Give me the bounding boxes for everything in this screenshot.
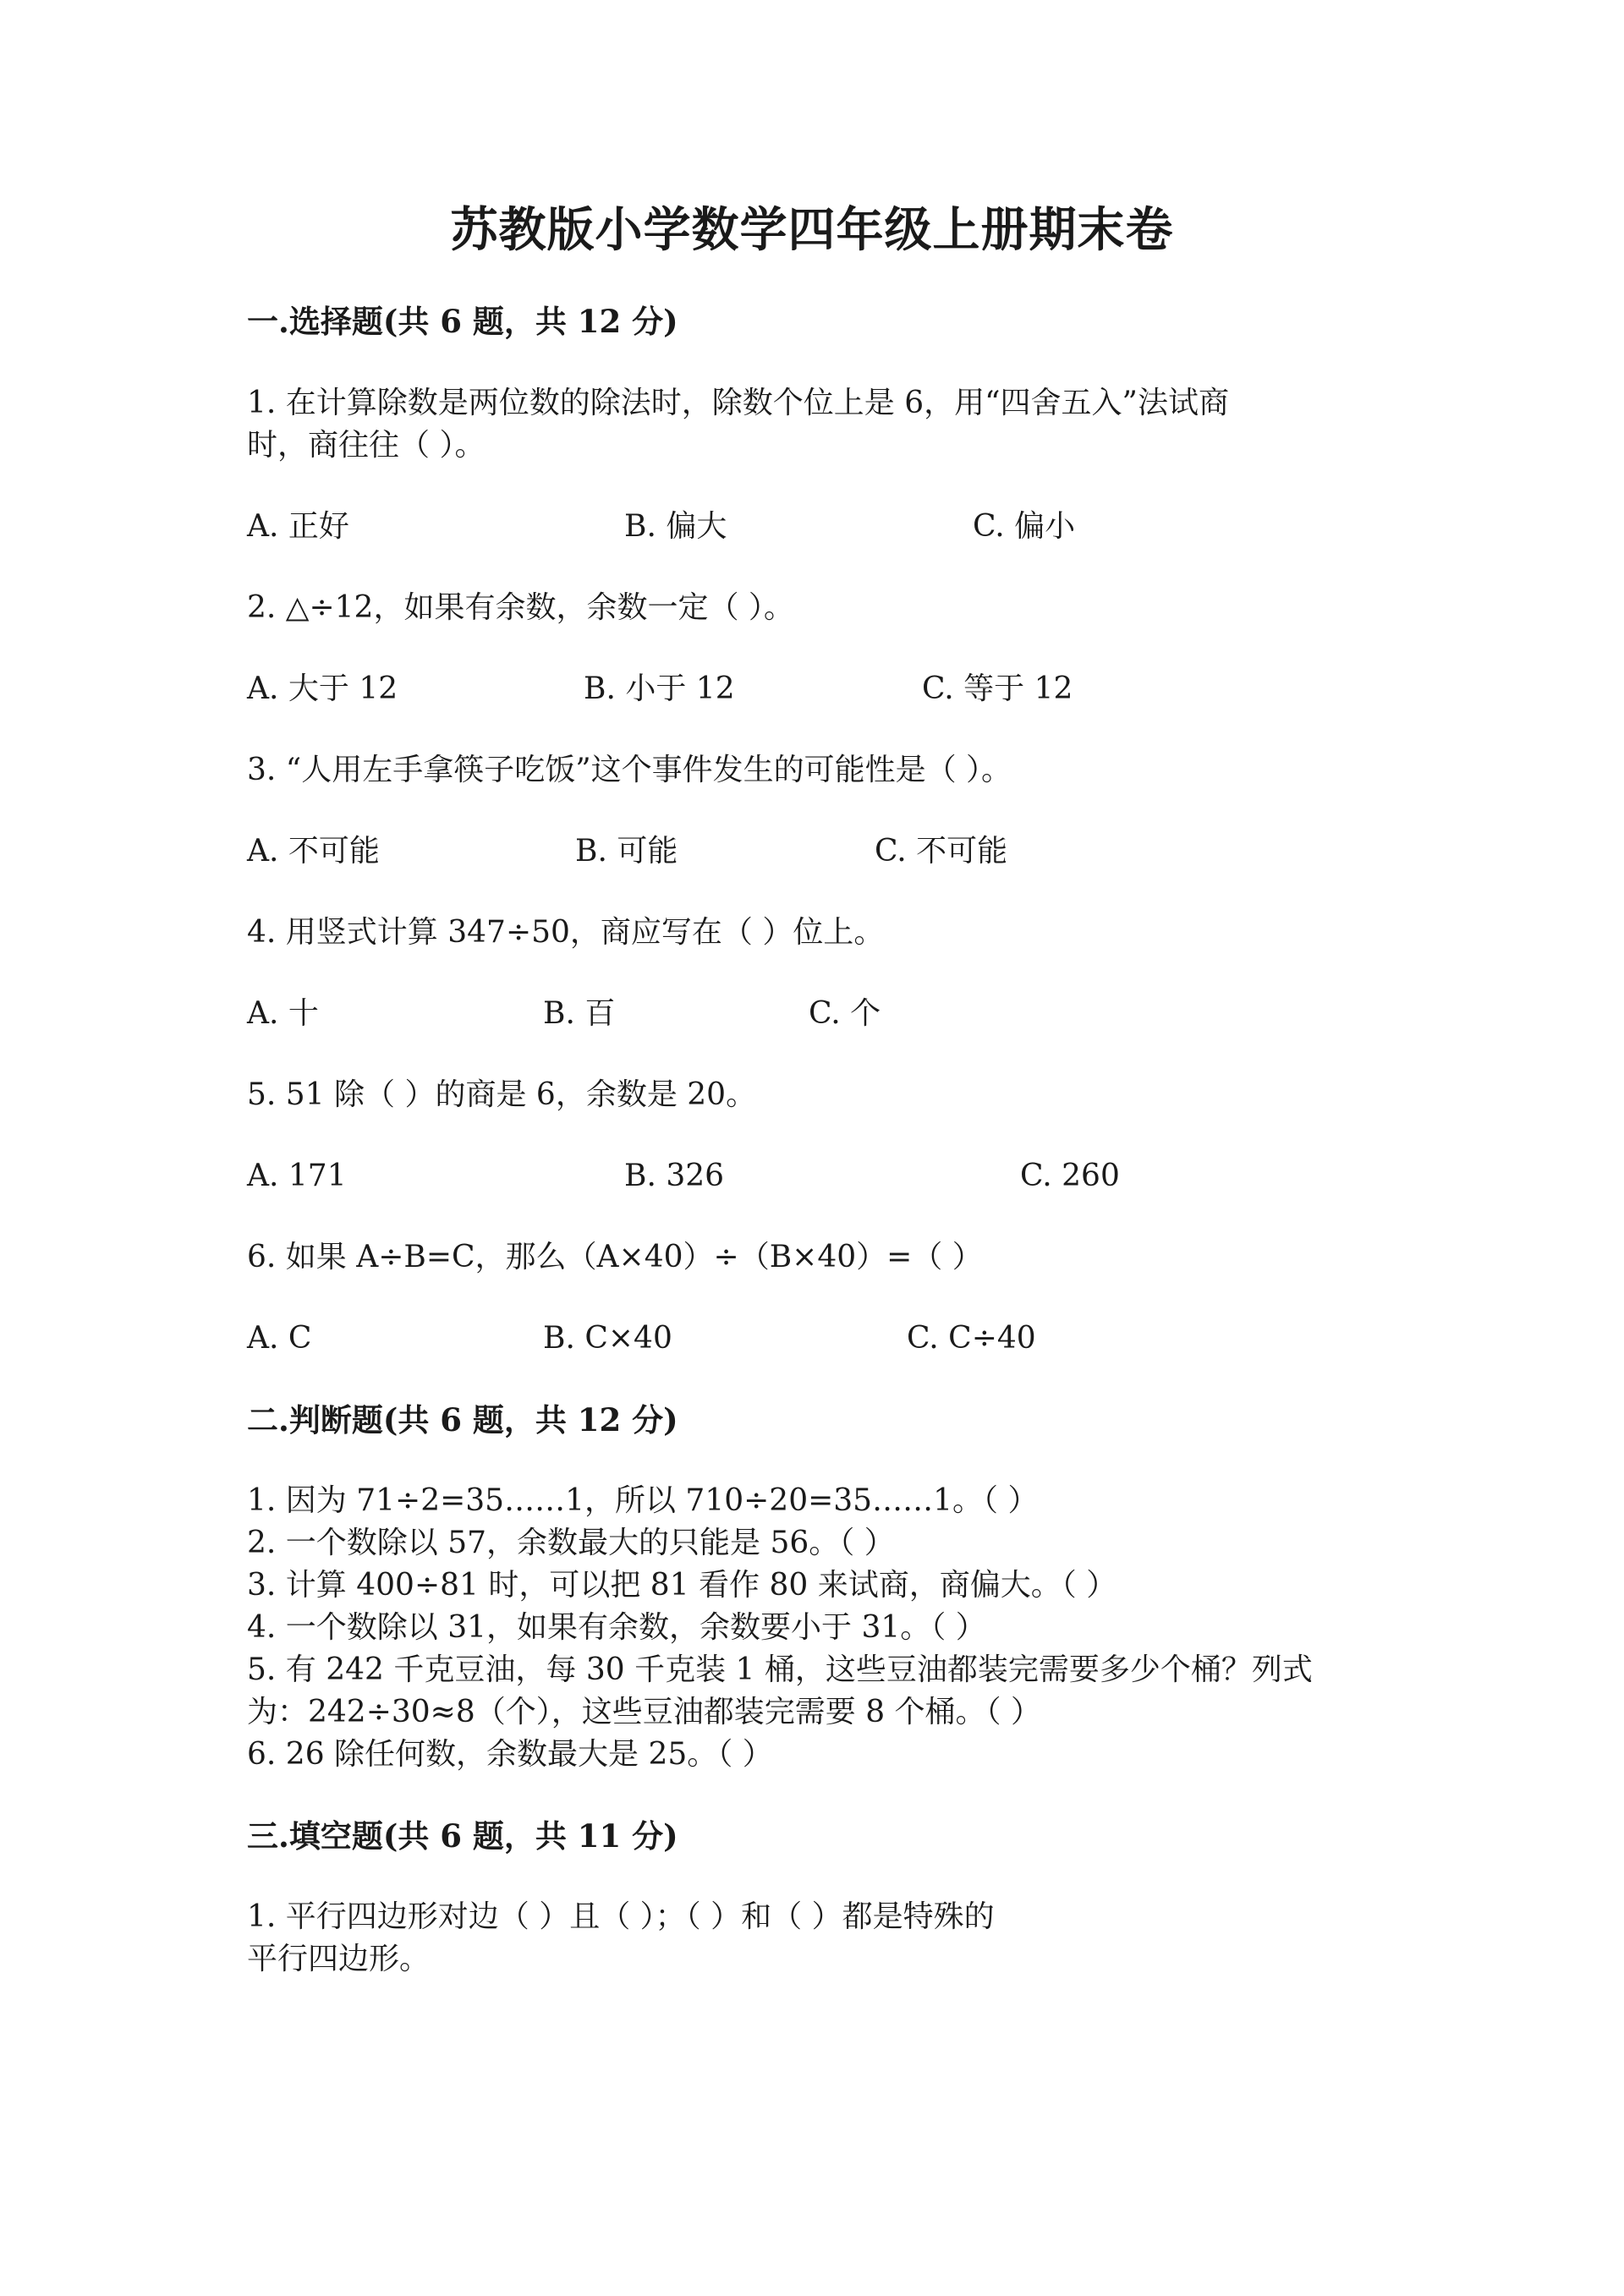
section-heading-choice: 一.选择题(共 6 题，共 12 分) xyxy=(247,303,678,340)
question-text: 1. 平行四边形对边（ ）且（ ）；（ ）和（ ）都是特殊的 xyxy=(247,1899,995,1934)
option-c: C. 个 xyxy=(809,996,881,1031)
question-text: 2. △÷12，如果有余数，余数一定（ ）。 xyxy=(247,590,794,625)
list-item: 1. 因为 71÷2=35……1，所以 710÷20=35……1。（ ） xyxy=(247,1483,1039,1518)
list-item: 3. 计算 400÷81 时，可以把 81 看作 80 来试商，商偏大。（ ） xyxy=(247,1568,1117,1603)
question-text: 平行四边形。 xyxy=(247,1942,431,1976)
section-heading-judgement: 二.判断题(共 6 题，共 12 分) xyxy=(247,1401,678,1438)
option-a: A. 171 xyxy=(247,1159,347,1193)
list-item: 为：242÷30≈8（个），这些豆油都装完需要 8 个桶。（ ） xyxy=(247,1695,1041,1729)
list-item: 2. 一个数除以 57，余数最大的只能是 56。（ ） xyxy=(247,1526,895,1560)
option-c: C. 不可能 xyxy=(875,834,1008,869)
question-text: 时，商往往（ ）。 xyxy=(247,428,486,463)
option-b: B. 偏大 xyxy=(624,509,727,544)
option-b: B. 326 xyxy=(624,1159,725,1193)
page-title: 苏教版小学数学四年级上册期末卷 xyxy=(450,202,1174,258)
option-c: C. 260 xyxy=(1020,1159,1120,1193)
option-a: A. 十 xyxy=(247,996,319,1031)
option-a: A. 大于 12 xyxy=(247,671,398,706)
option-c: C. 等于 12 xyxy=(922,671,1073,706)
question-text: 5. 51 除（ ）的商是 6，余数是 20。 xyxy=(247,1077,757,1112)
section-heading-fill-blank: 三.填空题(共 6 题，共 11 分) xyxy=(247,1817,678,1855)
option-b: B. C×40 xyxy=(543,1321,672,1356)
question-text: 4. 用竖式计算 347÷50，商应写在（ ）位上。 xyxy=(247,915,885,950)
question-text: 6. 如果 A÷B=C，那么（A×40）÷（B×40）=（ ） xyxy=(247,1240,983,1274)
question-text: 3. “人用左手拿筷子吃饭”这个事件发生的可能性是（ ）。 xyxy=(247,753,1012,787)
question-text: 1. 在计算除数是两位数的除法时，除数个位上是 6，用“四舍五入”法试商 xyxy=(247,386,1229,420)
option-a: A. 正好 xyxy=(247,509,349,544)
list-item: 4. 一个数除以 31，如果有余数，余数要小于 31。（ ） xyxy=(247,1610,986,1645)
option-b: B. 可能 xyxy=(575,834,678,869)
option-c: C. C÷40 xyxy=(907,1321,1036,1356)
option-b: B. 小于 12 xyxy=(584,671,735,706)
list-item: 5. 有 242 千克豆油，每 30 千克装 1 桶，这些豆油都装完需要多少个桶？列式 xyxy=(247,1652,1313,1687)
option-a: A. C xyxy=(247,1321,312,1356)
option-a: A. 不可能 xyxy=(247,834,380,869)
list-item: 6. 26 除任何数，余数最大是 25。（ ） xyxy=(247,1737,773,1772)
option-c: C. 偏小 xyxy=(973,509,1076,544)
option-b: B. 百 xyxy=(543,996,616,1031)
